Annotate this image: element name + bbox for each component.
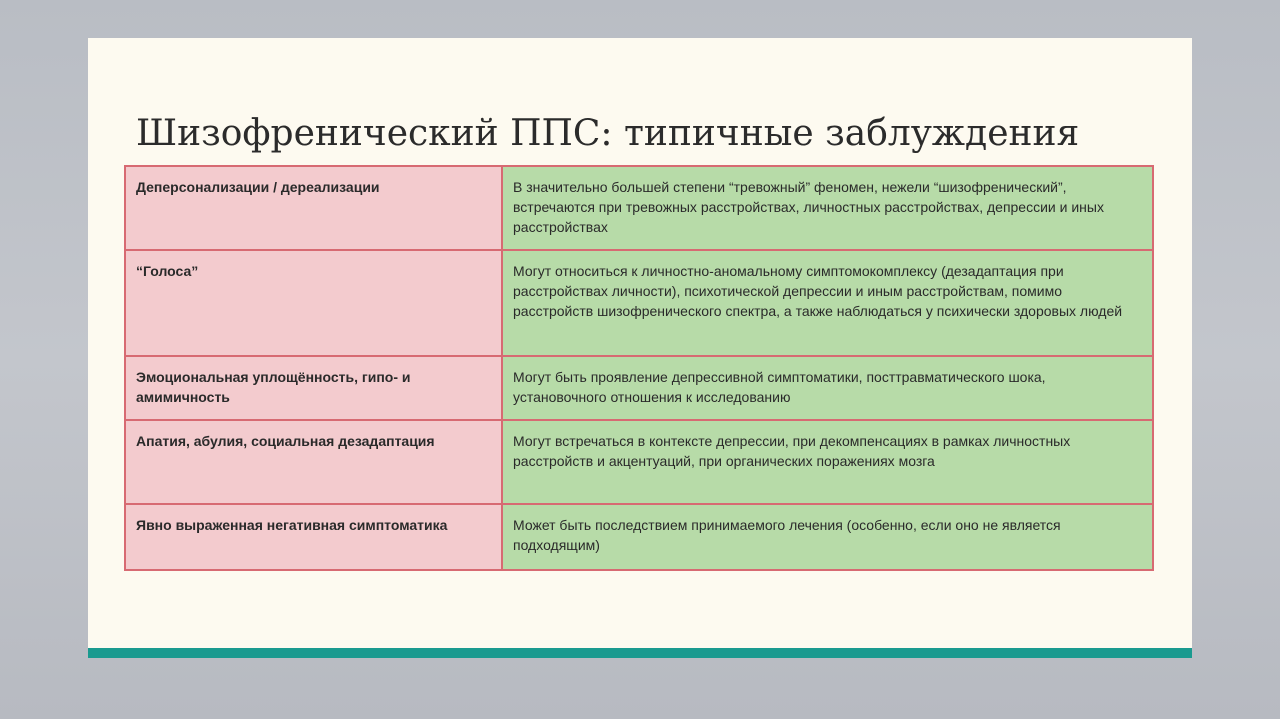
term-cell: Апатия, абулия, социальная дезадаптация (125, 420, 502, 504)
table-row (125, 356, 1153, 420)
term-cell: Явно выраженная негативная симптоматика (125, 504, 502, 570)
footer-accent-bar (88, 648, 1192, 658)
table-row (125, 250, 1153, 356)
term-cell: “Голоса” (125, 250, 502, 356)
term-cell: Эмоциональная уплощённость, гипо- и амимичность (125, 356, 502, 420)
table-row (125, 166, 1153, 250)
table-row (125, 504, 1153, 570)
description-cell: Могут встречаться в контексте депрессии, при декомпенсациях в рамках личностных расстройств и акцентуаций, при органических поражениях мозга (502, 420, 1153, 504)
term-cell: Деперсонализации / дереализации (125, 166, 502, 250)
description-cell: Могут относиться к личностно-аномальному симптомокомплексу (дезадаптация при расстройствах личности), психотической депрессии и иным расстройствам, помимо расстройств шизофренического спектра, а также наблюдаться у психически здоровых людей (502, 250, 1153, 356)
misconceptions-table (124, 165, 1154, 571)
table-row (125, 420, 1153, 504)
description-cell: Может быть последствием принимаемого лечения (особенно, если оно не является подходящим) (502, 504, 1153, 570)
description-cell: В значительно большей степени “тревожный” феномен, нежели “шизофренический”, встречаются при тревожных расстройствах, личностных расстройствах, депрессии и иных расстройствах (502, 166, 1153, 250)
presentation-slide (88, 38, 1192, 658)
slide-title: Шизофренический ППС: типичные заблуждения (136, 113, 1080, 154)
description-cell: Могут быть проявление депрессивной симптоматики, посттравматического шока, установочного отношения к исследованию (502, 356, 1153, 420)
